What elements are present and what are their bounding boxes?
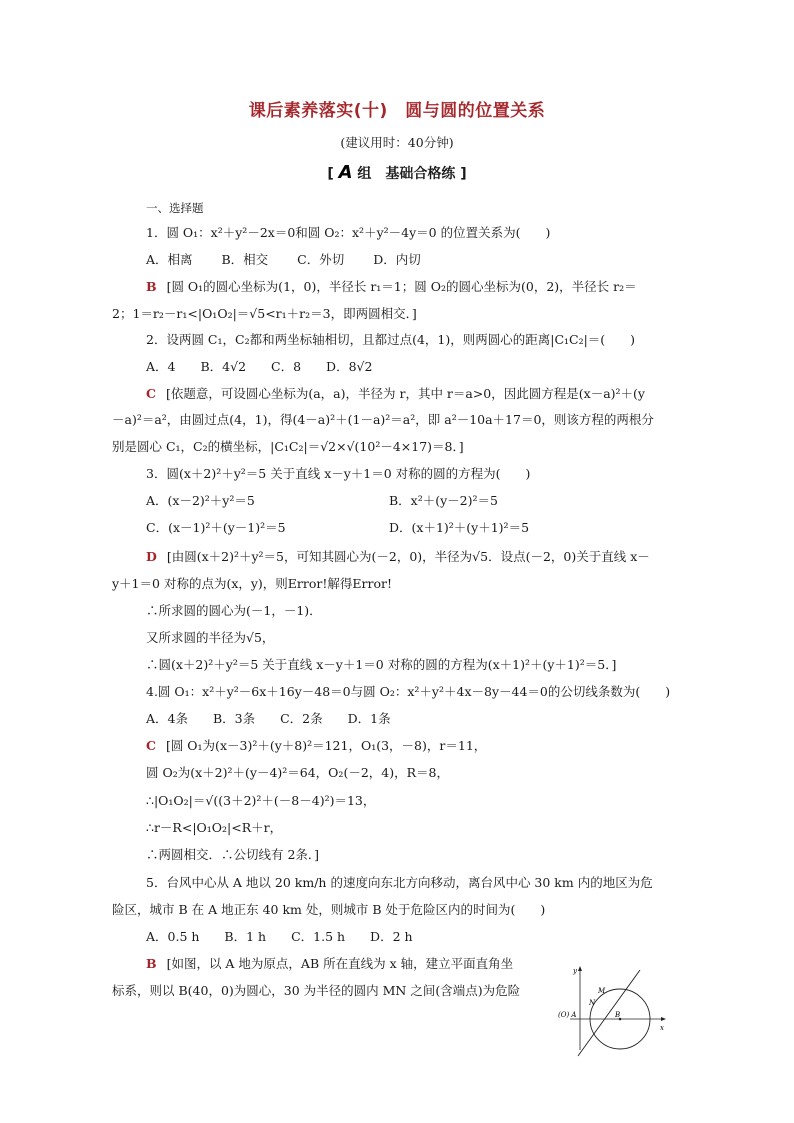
circle-diagram xyxy=(556,964,668,1060)
question-3: 3．圆(x＋2)²＋y²＝5 关于直线 x－y＋1＝0 对称的圆的方程为( ) xyxy=(146,466,531,481)
options-4: A．4条 B．3条 C．2条 D．1条 xyxy=(146,711,391,726)
answer-4 xyxy=(146,738,486,754)
question-2: 2．设两圆 C₁，C₂都和两坐标轴相切，且都过点(4，1)，则两圆心的距离|C₁C₂|＝( ) xyxy=(146,332,636,347)
options-2: A．4 B．4√2 C．8 D．8√2 xyxy=(146,359,373,374)
origin-label: (O) A xyxy=(558,1011,577,1019)
question-5: 5．台风中心从 A 地以 20 km/h 的速度向东北方向移动，离台风中心 30 km 内的地区为危 xyxy=(146,875,653,890)
option-3a: A．(x－2)²＋y²＝5 xyxy=(146,493,255,508)
answer-letter: D xyxy=(146,549,157,564)
x-axis-arrow xyxy=(661,1017,666,1021)
explanation-line: ∴r－R<|O₁O₂|<R＋r， xyxy=(146,820,283,835)
suggested-time: (建议用时：40分钟) xyxy=(340,135,454,150)
group-label: 组 基础合格练 xyxy=(357,166,456,182)
option-3b: B．x²＋(y－2)²＝5 xyxy=(389,493,498,508)
explanation-line: [如图，以 A 地为原点，AB 所在直线为 x 轴，建立平面直角坐 xyxy=(166,956,514,971)
option-3c: C．(x－1)²＋(y－1)²＝5 xyxy=(146,520,286,535)
explanation-line: [圆 O₁为(x－3)²＋(y＋8)²＝121，O₁(3，－8)，r＝11， xyxy=(165,738,487,753)
question-1: 1．圆 O₁：x²＋y²－2x＝0和圆 O₂：x²＋y²－4y＝0 的位置关系为( ) xyxy=(146,225,551,240)
explanation-line: ∴两圆相交．∴公切线有 2条．] xyxy=(146,847,320,862)
question-4: 4.圆 O₁：x²＋y²－6x＋16y－48＝0与圆 O₂：x²＋y²＋4x－8y－44＝0的公切线条数为( ) xyxy=(146,684,671,699)
explanation-line: 2；1＝r₂－r₁<|O₁O₂|＝√5<r₁＋r₂＝3，即两圆相交．] xyxy=(112,306,417,321)
explanation-line: ∴所求圆的圆心为(－1，－1)． xyxy=(146,603,322,618)
x-label: x xyxy=(660,1024,664,1032)
options-5: A．0.5 h B．1 h C．1.5 h D．2 h xyxy=(146,929,413,944)
answer-letter: C xyxy=(146,738,156,753)
explanation-line: y＋1＝0 对称的点为(x，y)，则Error!解得Error! xyxy=(112,576,393,591)
answer-3 xyxy=(146,549,650,565)
bracket-right: ] xyxy=(460,166,467,182)
page-title: 课后素养落实(十) 圆与圆的位置关系 xyxy=(248,101,546,121)
m-label: M xyxy=(598,987,606,995)
explanation-line: [圆 O₁的圆心坐标为(1，0)，半径长 r₁＝1；圆 O₂的圆心坐标为(0，2)，半径长 r₂＝ xyxy=(166,279,637,294)
explanation-line: 标系，则以 B(40，0)为圆心，30 为半径的圆内 MN 之间(含端点)为危险 xyxy=(112,983,521,998)
question-5-cont: 险区，城市 B 在 A 地正东 40 km 处，则城市 B 处于危险区内的时间为( ) xyxy=(112,902,546,917)
section-heading: 一、选择题 xyxy=(146,201,204,215)
explanation-line: ∴圆(x＋2)²＋y²＝5 关于直线 x－y＋1＝0 对称的圆的方程为(x＋1)²＋(y＋1)²＝5．] xyxy=(146,657,617,672)
y-label: y xyxy=(573,967,577,975)
group-letter: A xyxy=(338,162,353,183)
answer-letter: B xyxy=(146,279,157,294)
explanation-line: 别是圆心 C₁，C₂的横坐标，|C₁C₂|＝√2×√(10²－4×17)＝8．] xyxy=(112,439,464,454)
y-axis-arrow xyxy=(578,966,582,971)
options-1: A．相离 B．相交 C．外切 D．内切 xyxy=(146,252,421,267)
option-3d: D．(x＋1)²＋(y＋1)²＝5 xyxy=(389,520,530,535)
typhoon-path xyxy=(578,970,640,1056)
answer-1 xyxy=(146,279,637,295)
answer-5 xyxy=(146,956,513,972)
b-label: B xyxy=(615,1011,621,1019)
explanation-line: [由圆(x＋2)²＋y²＝5，可知其圆心为(－2，0)，半径为√5．设点(－2，0)关于直线 x－ xyxy=(166,549,650,564)
explanation-line: [依题意，可设圆心坐标为(a，a)，半径为 r，其中 r＝a>0，因此圆方程是(x－a)²＋(y xyxy=(165,386,645,401)
answer-letter: C xyxy=(146,386,156,401)
explanation-line: ∴|O₁O₂|＝√((3＋2)²＋(－8－4)²)＝13， xyxy=(146,793,376,808)
explanation-line: 又所求圆的半径为√5， xyxy=(146,630,275,645)
group-heading xyxy=(0,162,794,183)
answer-letter: B xyxy=(146,956,157,971)
answer-2 xyxy=(146,386,645,402)
explanation-line: －a)²＝a²，由圆过点(4，1)，得(4－a)²＋(1－a)²＝a²，即 a²－10a＋17＝0，则该方程的两根分 xyxy=(112,412,654,427)
n-label: N xyxy=(589,999,596,1007)
bracket-left: [ xyxy=(327,166,334,182)
explanation-line: 圆 O₂为(x＋2)²＋(y－4)²＝64，O₂(－2，4)，R＝8， xyxy=(146,765,449,780)
